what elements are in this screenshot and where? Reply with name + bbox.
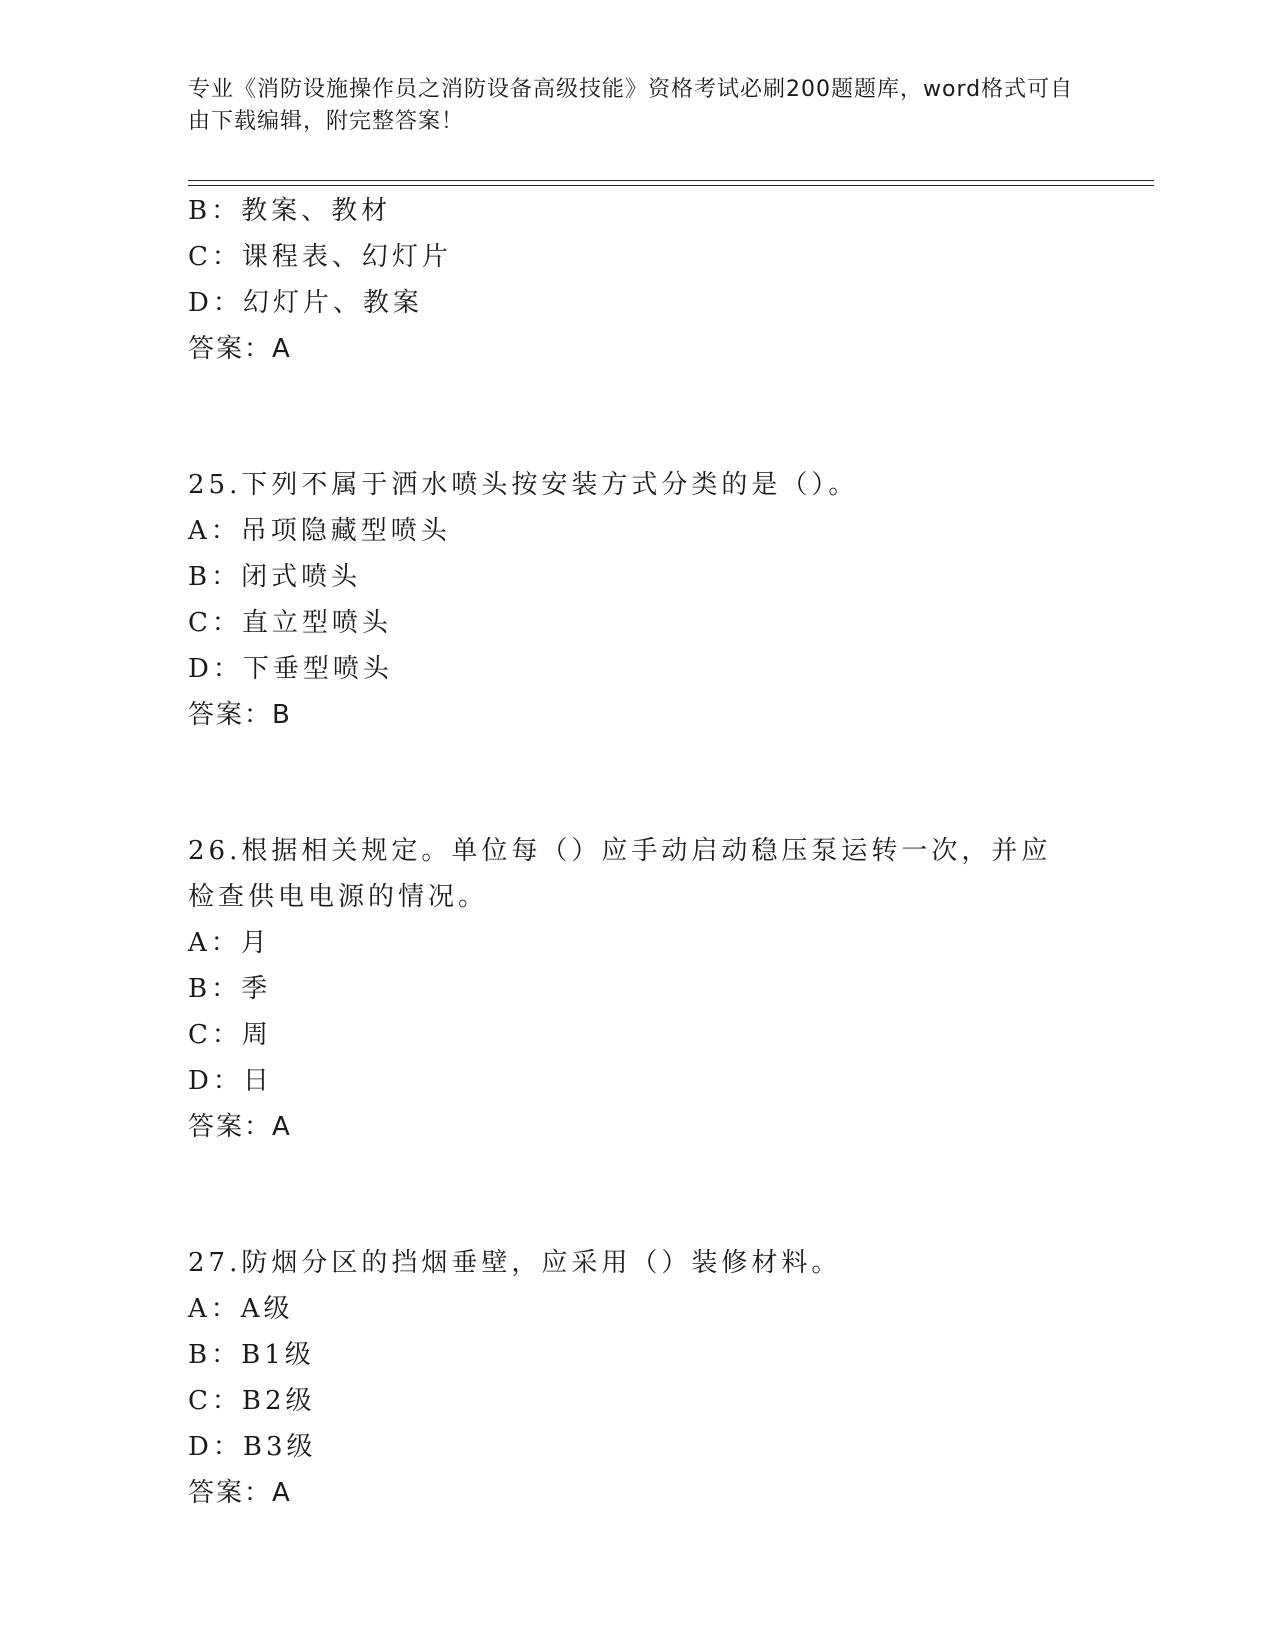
- option-c: C：课程表、幻灯片: [188, 242, 452, 272]
- option-d: D：幻灯片、教案: [188, 288, 423, 318]
- option-b: B：B1级: [188, 1340, 315, 1370]
- question-24-continued: [188, 188, 1154, 372]
- question-stem: 27.防烟分区的挡烟垂壁，应采用（）装修材料。: [188, 1248, 842, 1278]
- option-b: B：季: [188, 974, 272, 1004]
- option-a: A：A级: [188, 1294, 294, 1324]
- option-c: C：周: [188, 1020, 272, 1050]
- option-d: D：B3级: [188, 1432, 317, 1462]
- option-b: B：教案、教材: [188, 196, 392, 226]
- question-27: [188, 1240, 1154, 1516]
- answer: 答案：A: [188, 1112, 292, 1142]
- option-a: A：吊项隐藏型喷头: [188, 516, 451, 546]
- question-stem: 25.下列不属于洒水喷头按安装方式分类的是（）。: [188, 470, 859, 500]
- answer: 答案：A: [188, 1478, 292, 1508]
- question-stem: 26.根据相关规定。单位每（）应手动启动稳压泵运转一次，并应检查供电电源的情况。: [188, 836, 1052, 912]
- option-b: B：闭式喷头: [188, 562, 362, 592]
- header-divider-bottom: [188, 185, 1154, 186]
- option-d: D：下垂型喷头: [188, 654, 393, 684]
- document-header: 专业《消防设施操作员之消防设备高级技能》资格考试必刷200题题库，word格式可自由下载编辑，附完整答案！: [188, 77, 1074, 134]
- option-c: C：B2级: [188, 1386, 316, 1416]
- answer: 答案：B: [188, 700, 292, 730]
- question-25: [188, 462, 1154, 738]
- option-c: C：直立型喷头: [188, 608, 392, 638]
- answer: 答案：A: [188, 334, 292, 364]
- header-divider-top: [188, 180, 1154, 181]
- question-list: [188, 188, 1154, 1516]
- option-d: D：日: [188, 1066, 273, 1096]
- option-a: A：月: [188, 928, 271, 958]
- question-26: [188, 828, 1154, 1150]
